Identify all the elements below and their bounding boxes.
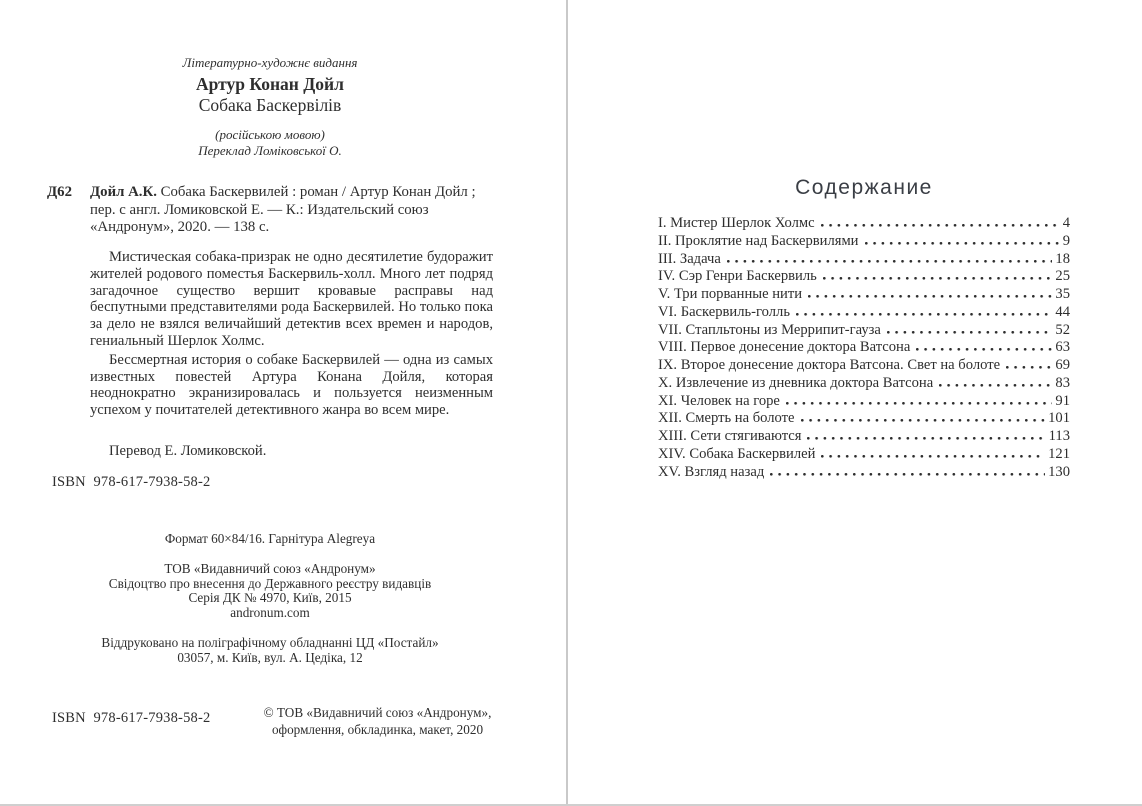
- dot-leader: [807, 437, 1045, 440]
- dot-leader: [865, 242, 1060, 245]
- toc-entry-label: II. Проклятие над Баскервилями: [658, 232, 859, 249]
- toc-page-number: 4: [1062, 215, 1070, 231]
- dot-leader: [887, 331, 1053, 334]
- toc-entry-label: IX. Второе донесение доктора Ватсона. Свет на болоте: [658, 357, 1001, 373]
- annotation-block: [90, 249, 493, 460]
- printing-house-line: Віддруковано на поліграфічному обладнанні ЦД «Постайл»: [101, 634, 439, 650]
- toc-entry-label: XV. Взгляд назад: [658, 463, 765, 480]
- registry-certificate: Свідоцтво про внесення до Державного реєстру видавців: [108, 575, 432, 591]
- toc-page-number: 25: [1055, 268, 1070, 285]
- toc-entry: [658, 322, 1070, 340]
- dot-leader: [727, 260, 1053, 263]
- toc-page-number: 63: [1055, 339, 1070, 356]
- printing-address: 03057, м. Київ, вул. А. Цедіка, 12: [177, 649, 363, 665]
- publisher-website: andronum.com: [230, 605, 310, 621]
- language-note: (російською мовою): [215, 127, 325, 142]
- toc-page-number: 83: [1055, 374, 1070, 391]
- copyright-line-2: оформлення, обкладинка, макет, 2020: [271, 722, 484, 737]
- toc-page-number: 130: [1048, 463, 1070, 480]
- toc-entry-label: VI. Баскервиль-голль: [658, 303, 790, 320]
- toc-page-number: 18: [1055, 250, 1070, 267]
- toc-entry: [658, 393, 1070, 411]
- dot-leader: [801, 419, 1046, 422]
- isbn-top: ISBN 978-617-7938-58-2: [52, 474, 211, 490]
- toc-entry-label: IV. Сэр Генри Баскервиль: [658, 268, 817, 285]
- author-name: Артур Конан Дойл: [196, 74, 344, 94]
- toc-entry: [658, 286, 1070, 304]
- dot-leader: [821, 224, 1060, 227]
- catalog-code: Д62: [47, 184, 72, 200]
- registry-series: Серія ДК № 4970, Київ, 2015: [188, 590, 352, 606]
- translator-note: Переклад Ломіковської О.: [198, 143, 342, 158]
- book-title: Собака Баскервілів: [198, 95, 342, 115]
- toc-title: Содержание: [795, 176, 933, 199]
- toc-entry-label: XII. Смерть на болоте: [658, 410, 795, 427]
- toc-entry-label: XI. Человек на горе: [658, 392, 780, 409]
- toc-page-number: 113: [1048, 428, 1070, 444]
- toc-entry-label: I. Мистер Шерлок Холмс: [658, 215, 815, 231]
- toc-entry-label: XIII. Сети стягиваются: [658, 428, 802, 444]
- dot-leader: [823, 277, 1053, 280]
- copyright-line-1: © ТОВ «Видавничий союз «Андронум»,: [263, 705, 492, 720]
- toc-entry-label: X. Извлечение из дневника доктора Ватсона: [658, 374, 934, 391]
- imprint-block: [47, 532, 493, 666]
- toc-page-number: 35: [1055, 286, 1070, 302]
- dot-leader: [808, 295, 1052, 298]
- toc-entry: [658, 215, 1070, 233]
- annotation-paragraph-2: Бессмертная история о собаке Баскервилей — одна из самых известных повестей Артура Конана Дойля, которая неоднократно экранизировалась и пользуется неизменным успехом у почитателей детективного жанра во всем мире.: [90, 351, 493, 419]
- toc-entry: [658, 357, 1070, 375]
- toc-entry: [658, 446, 1070, 464]
- toc-entry-label: VII. Стапльтоны из Меррипит-гауза: [658, 321, 881, 338]
- contents-page: [568, 0, 1142, 806]
- toc-page-number: 101: [1048, 410, 1070, 427]
- annotation-paragraph-1: Мистическая собака-призрак не одно десятилетие будоражит жителей родового поместья Баскервиль-холл. Много лет подряд загадочное существо вершит кровавые расправы над беспутными представителями рода Баскервилей. Но только пока за дело не взялся величайший детектив всех времен и народов, гениальный Шерлок Холмс.: [90, 249, 493, 349]
- toc-entry: [658, 233, 1070, 251]
- toc-page-number: 52: [1055, 321, 1070, 338]
- toc-entry: [658, 251, 1070, 269]
- isbn-bottom: ISBN 978-617-7938-58-2: [52, 710, 211, 726]
- toc-entry-label: V. Три порванные нити: [658, 286, 803, 302]
- publisher-block: [47, 562, 493, 621]
- printing-block: [47, 636, 493, 666]
- toc-entry-label: III. Задача: [658, 250, 721, 267]
- toc-entry-label: XIV. Собака Баскервилей: [658, 445, 816, 462]
- copyright-page: [0, 0, 566, 806]
- toc-entry: [658, 464, 1070, 482]
- edition-note: Літературно-художнє видання: [182, 55, 358, 70]
- toc-page-number: 69: [1055, 357, 1070, 373]
- toc-list: [658, 215, 1070, 481]
- toc-entry: [658, 339, 1070, 357]
- publisher-name: ТОВ «Видавничий союз «Андронум»: [164, 560, 376, 576]
- translation-credit: Перевод Е. Ломиковской.: [109, 442, 267, 459]
- toc-entry: [658, 428, 1070, 446]
- dot-leader: [916, 348, 1052, 351]
- toc-entry: [658, 375, 1070, 393]
- toc-entry: [658, 268, 1070, 286]
- bib-description: Собака Баскервилей : роман / Артур Конан Дойл ; пер. с англ. Ломиковской Е. — К.: Издательский союз «Андронум», 2020. — 138 с.: [90, 184, 476, 235]
- copyright-notice: [262, 704, 493, 738]
- title-block: [47, 55, 493, 159]
- toc-entry: [658, 304, 1070, 322]
- format-line: Формат 60×84/16. Гарнітура Alegreya: [164, 531, 376, 546]
- table-of-contents: [658, 176, 1070, 481]
- dot-leader: [786, 402, 1053, 405]
- dot-leader: [796, 313, 1052, 316]
- toc-entry-label: VIII. Первое донесение доктора Ватсона: [658, 339, 911, 356]
- bibliographic-entry: [47, 184, 493, 237]
- toc-page-number: 44: [1055, 303, 1070, 320]
- dot-leader: [1006, 366, 1052, 369]
- bib-author: Дойл А.К.: [90, 184, 157, 200]
- toc-page-number: 9: [1062, 232, 1070, 249]
- page-footer: [52, 704, 493, 744]
- dot-leader: [939, 384, 1052, 387]
- dot-leader: [821, 455, 1045, 458]
- toc-entry: [658, 410, 1070, 428]
- dot-leader: [770, 473, 1045, 476]
- toc-page-number: 121: [1048, 445, 1070, 462]
- bibliographic-text: [90, 184, 493, 237]
- toc-page-number: 91: [1055, 392, 1070, 409]
